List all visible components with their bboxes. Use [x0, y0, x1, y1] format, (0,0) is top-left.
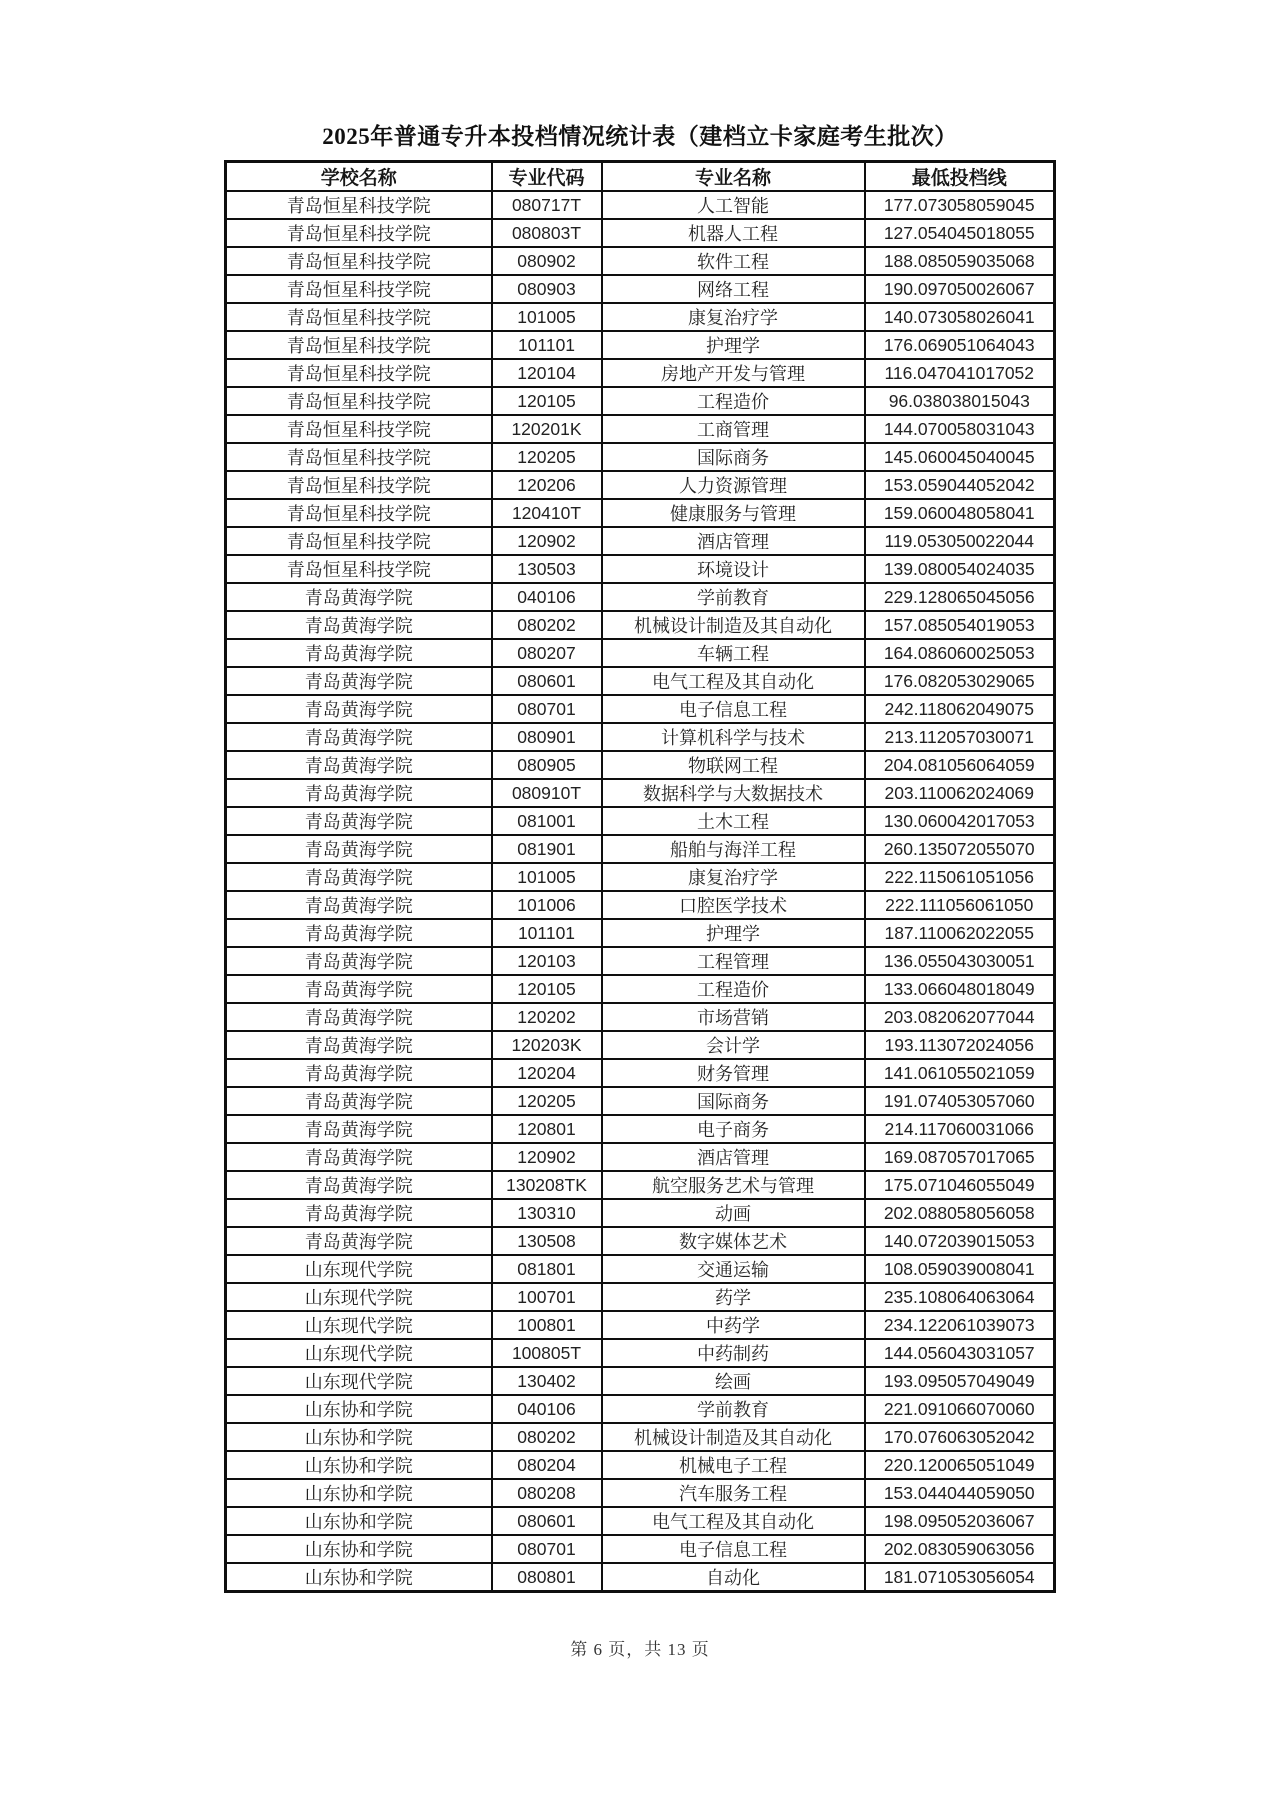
cell-school-name: 山东协和学院 [226, 1535, 492, 1563]
table-row [226, 1395, 1055, 1423]
cell-school-name: 青岛黄海学院 [226, 863, 492, 891]
cell-major-name: 电子信息工程 [602, 695, 865, 723]
cell-major-code: 080910T [492, 779, 602, 807]
cell-major-code: 101101 [492, 919, 602, 947]
cell-school-name: 山东协和学院 [226, 1479, 492, 1507]
cell-min-admission-line: 222.111056061050 [865, 891, 1055, 919]
cell-major-code: 130503 [492, 555, 602, 583]
cell-major-code: 080601 [492, 1507, 602, 1535]
cell-major-code: 081801 [492, 1255, 602, 1283]
cell-major-code: 040106 [492, 1395, 602, 1423]
cell-min-admission-line: 141.061055021059 [865, 1059, 1055, 1087]
table-row [226, 1311, 1055, 1339]
cell-major-name: 网络工程 [602, 275, 865, 303]
cell-major-name: 数据科学与大数据技术 [602, 779, 865, 807]
table-row [226, 331, 1055, 359]
cell-major-name: 健康服务与管理 [602, 499, 865, 527]
cell-min-admission-line: 145.060045040045 [865, 443, 1055, 471]
cell-major-name: 康复治疗学 [602, 303, 865, 331]
cell-min-admission-line: 234.122061039073 [865, 1311, 1055, 1339]
cell-major-code: 120902 [492, 1143, 602, 1171]
cell-major-name: 康复治疗学 [602, 863, 865, 891]
cell-school-name: 青岛恒星科技学院 [226, 275, 492, 303]
cell-major-name: 学前教育 [602, 1395, 865, 1423]
cell-major-name: 船舶与海洋工程 [602, 835, 865, 863]
cell-min-admission-line: 136.055043030051 [865, 947, 1055, 975]
cell-min-admission-line: 176.082053029065 [865, 667, 1055, 695]
cell-min-admission-line: 181.071053056054 [865, 1563, 1055, 1592]
cell-major-name: 市场营销 [602, 1003, 865, 1031]
cell-min-admission-line: 144.070058031043 [865, 415, 1055, 443]
cell-major-name: 护理学 [602, 919, 865, 947]
table-row [226, 303, 1055, 331]
cell-major-name: 人工智能 [602, 191, 865, 219]
cell-min-admission-line: 213.112057030071 [865, 723, 1055, 751]
cell-school-name: 青岛恒星科技学院 [226, 247, 492, 275]
cell-school-name: 青岛黄海学院 [226, 723, 492, 751]
cell-min-admission-line: 127.054045018055 [865, 219, 1055, 247]
table-row [226, 443, 1055, 471]
cell-major-name: 电气工程及其自动化 [602, 1507, 865, 1535]
cell-major-code: 081901 [492, 835, 602, 863]
cell-major-name: 物联网工程 [602, 751, 865, 779]
cell-min-admission-line: 108.059039008041 [865, 1255, 1055, 1283]
table-row [226, 1367, 1055, 1395]
cell-min-admission-line: 190.097050026067 [865, 275, 1055, 303]
cell-major-code: 101101 [492, 331, 602, 359]
cell-major-name: 口腔医学技术 [602, 891, 865, 919]
cell-min-admission-line: 235.108064063064 [865, 1283, 1055, 1311]
cell-school-name: 青岛黄海学院 [226, 611, 492, 639]
table-row [226, 807, 1055, 835]
table-row [226, 387, 1055, 415]
cell-major-name: 国际商务 [602, 443, 865, 471]
cell-major-name: 机械设计制造及其自动化 [602, 611, 865, 639]
cell-school-name: 青岛黄海学院 [226, 583, 492, 611]
cell-major-code: 120202 [492, 1003, 602, 1031]
table-row [226, 1003, 1055, 1031]
cell-major-name: 学前教育 [602, 583, 865, 611]
cell-major-code: 080701 [492, 1535, 602, 1563]
cell-major-code: 080903 [492, 275, 602, 303]
table-row [226, 1199, 1055, 1227]
cell-min-admission-line: 203.082062077044 [865, 1003, 1055, 1031]
cell-min-admission-line: 157.085054019053 [865, 611, 1055, 639]
cell-min-admission-line: 153.044044059050 [865, 1479, 1055, 1507]
cell-school-name: 青岛黄海学院 [226, 667, 492, 695]
cell-min-admission-line: 188.085059035068 [865, 247, 1055, 275]
table-row [226, 1283, 1055, 1311]
cell-school-name: 青岛黄海学院 [226, 1059, 492, 1087]
table-row [226, 1507, 1055, 1535]
cell-school-name: 青岛黄海学院 [226, 751, 492, 779]
header-row [226, 162, 1055, 192]
cell-school-name: 青岛黄海学院 [226, 1087, 492, 1115]
table-row [226, 499, 1055, 527]
cell-major-code: 130402 [492, 1367, 602, 1395]
table-row [226, 863, 1055, 891]
cell-school-name: 青岛恒星科技学院 [226, 387, 492, 415]
cell-school-name: 青岛黄海学院 [226, 807, 492, 835]
cell-school-name: 青岛黄海学院 [226, 639, 492, 667]
cell-school-name: 青岛恒星科技学院 [226, 499, 492, 527]
cell-min-admission-line: 130.060042017053 [865, 807, 1055, 835]
cell-major-code: 120105 [492, 975, 602, 1003]
cell-school-name: 山东协和学院 [226, 1563, 492, 1592]
cell-major-code: 120201K [492, 415, 602, 443]
cell-major-code: 101006 [492, 891, 602, 919]
cell-major-code: 120410T [492, 499, 602, 527]
cell-major-name: 机械设计制造及其自动化 [602, 1423, 865, 1451]
cell-major-name: 房地产开发与管理 [602, 359, 865, 387]
cell-school-name: 山东现代学院 [226, 1339, 492, 1367]
cell-major-code: 120206 [492, 471, 602, 499]
cell-min-admission-line: 260.135072055070 [865, 835, 1055, 863]
table-row [226, 191, 1055, 219]
cell-major-name: 机器人工程 [602, 219, 865, 247]
table-row [226, 527, 1055, 555]
cell-major-code: 080601 [492, 667, 602, 695]
cell-major-name: 工程造价 [602, 387, 865, 415]
cell-major-code: 130508 [492, 1227, 602, 1255]
cell-major-name: 电子信息工程 [602, 1535, 865, 1563]
cell-min-admission-line: 96.038038015043 [865, 387, 1055, 415]
table-row [226, 1339, 1055, 1367]
table-row [226, 1143, 1055, 1171]
cell-min-admission-line: 242.118062049075 [865, 695, 1055, 723]
cell-major-code: 120105 [492, 387, 602, 415]
cell-school-name: 青岛黄海学院 [226, 1227, 492, 1255]
table-row [226, 555, 1055, 583]
table-row [226, 723, 1055, 751]
cell-min-admission-line: 116.047041017052 [865, 359, 1055, 387]
cell-major-code: 100805T [492, 1339, 602, 1367]
cell-major-code: 101005 [492, 863, 602, 891]
cell-major-name: 交通运输 [602, 1255, 865, 1283]
cell-school-name: 山东现代学院 [226, 1283, 492, 1311]
cell-min-admission-line: 170.076063052042 [865, 1423, 1055, 1451]
cell-major-code: 101005 [492, 303, 602, 331]
cell-school-name: 青岛黄海学院 [226, 1143, 492, 1171]
cell-school-name: 青岛黄海学院 [226, 919, 492, 947]
table-row [226, 583, 1055, 611]
column-header-school-name: 学校名称 [226, 162, 492, 192]
cell-min-admission-line: 169.087057017065 [865, 1143, 1055, 1171]
cell-major-name: 中药学 [602, 1311, 865, 1339]
cell-min-admission-line: 176.069051064043 [865, 331, 1055, 359]
cell-min-admission-line: 193.095057049049 [865, 1367, 1055, 1395]
cell-major-name: 自动化 [602, 1563, 865, 1592]
cell-school-name: 青岛恒星科技学院 [226, 443, 492, 471]
table-row [226, 219, 1055, 247]
column-header-major-name: 专业名称 [602, 162, 865, 192]
cell-min-admission-line: 177.073058059045 [865, 191, 1055, 219]
cell-major-name: 车辆工程 [602, 639, 865, 667]
table-row [226, 639, 1055, 667]
cell-major-code: 120204 [492, 1059, 602, 1087]
cell-major-code: 080208 [492, 1479, 602, 1507]
cell-min-admission-line: 202.088058056058 [865, 1199, 1055, 1227]
cell-school-name: 山东协和学院 [226, 1451, 492, 1479]
cell-major-code: 100701 [492, 1283, 602, 1311]
table-row [226, 611, 1055, 639]
admission-stats-table [224, 160, 1056, 1593]
cell-school-name: 青岛黄海学院 [226, 835, 492, 863]
cell-major-name: 药学 [602, 1283, 865, 1311]
cell-major-code: 080803T [492, 219, 602, 247]
cell-major-name: 酒店管理 [602, 1143, 865, 1171]
cell-min-admission-line: 139.080054024035 [865, 555, 1055, 583]
table-row [226, 891, 1055, 919]
cell-major-code: 080207 [492, 639, 602, 667]
cell-min-admission-line: 133.066048018049 [865, 975, 1055, 1003]
cell-school-name: 山东协和学院 [226, 1423, 492, 1451]
cell-min-admission-line: 221.091066070060 [865, 1395, 1055, 1423]
cell-major-name: 动画 [602, 1199, 865, 1227]
cell-major-name: 航空服务艺术与管理 [602, 1171, 865, 1199]
cell-major-code: 120103 [492, 947, 602, 975]
cell-min-admission-line: 119.053050022044 [865, 527, 1055, 555]
cell-school-name: 青岛黄海学院 [226, 695, 492, 723]
cell-major-name: 环境设计 [602, 555, 865, 583]
cell-major-name: 土木工程 [602, 807, 865, 835]
cell-major-code: 080801 [492, 1563, 602, 1592]
table-row [226, 1087, 1055, 1115]
cell-school-name: 青岛恒星科技学院 [226, 527, 492, 555]
cell-major-name: 人力资源管理 [602, 471, 865, 499]
cell-major-code: 100801 [492, 1311, 602, 1339]
cell-school-name: 青岛黄海学院 [226, 1199, 492, 1227]
cell-major-name: 汽车服务工程 [602, 1479, 865, 1507]
cell-school-name: 山东现代学院 [226, 1367, 492, 1395]
cell-school-name: 青岛黄海学院 [226, 891, 492, 919]
cell-min-admission-line: 159.060048058041 [865, 499, 1055, 527]
table-row [226, 835, 1055, 863]
table-row [226, 1423, 1055, 1451]
cell-school-name: 山东协和学院 [226, 1395, 492, 1423]
cell-major-code: 120205 [492, 443, 602, 471]
cell-major-name: 财务管理 [602, 1059, 865, 1087]
cell-min-admission-line: 140.072039015053 [865, 1227, 1055, 1255]
page-title: 2025年普通专升本投档情况统计表（建档立卡家庭考生批次） [322, 124, 958, 149]
cell-school-name: 青岛黄海学院 [226, 975, 492, 1003]
cell-major-name: 电气工程及其自动化 [602, 667, 865, 695]
cell-major-code: 130310 [492, 1199, 602, 1227]
cell-major-name: 酒店管理 [602, 527, 865, 555]
cell-school-name: 青岛黄海学院 [226, 1003, 492, 1031]
cell-min-admission-line: 144.056043031057 [865, 1339, 1055, 1367]
cell-min-admission-line: 222.115061051056 [865, 863, 1055, 891]
page-footer: 第 6 页，共 13 页 [570, 1640, 710, 1659]
table-row [226, 1171, 1055, 1199]
cell-school-name: 青岛黄海学院 [226, 1115, 492, 1143]
table-row [226, 471, 1055, 499]
cell-major-code: 120801 [492, 1115, 602, 1143]
cell-major-name: 机械电子工程 [602, 1451, 865, 1479]
column-header-min-admission-line: 最低投档线 [865, 162, 1055, 192]
table-row [226, 1227, 1055, 1255]
table-row [226, 751, 1055, 779]
cell-major-name: 中药制药 [602, 1339, 865, 1367]
cell-min-admission-line: 204.081056064059 [865, 751, 1055, 779]
cell-school-name: 青岛黄海学院 [226, 1031, 492, 1059]
cell-major-code: 080202 [492, 611, 602, 639]
cell-min-admission-line: 220.120065051049 [865, 1451, 1055, 1479]
cell-major-name: 绘画 [602, 1367, 865, 1395]
cell-min-admission-line: 202.083059063056 [865, 1535, 1055, 1563]
cell-major-code: 130208TK [492, 1171, 602, 1199]
cell-major-code: 120104 [492, 359, 602, 387]
cell-min-admission-line: 214.117060031066 [865, 1115, 1055, 1143]
cell-school-name: 青岛恒星科技学院 [226, 359, 492, 387]
cell-major-name: 电子商务 [602, 1115, 865, 1143]
cell-major-code: 040106 [492, 583, 602, 611]
cell-min-admission-line: 229.128065045056 [865, 583, 1055, 611]
cell-major-code: 120902 [492, 527, 602, 555]
cell-min-admission-line: 198.095052036067 [865, 1507, 1055, 1535]
table-header [226, 162, 1055, 192]
cell-min-admission-line: 153.059044052042 [865, 471, 1055, 499]
table-row [226, 1479, 1055, 1507]
cell-school-name: 青岛恒星科技学院 [226, 303, 492, 331]
cell-major-code: 080701 [492, 695, 602, 723]
cell-major-name: 数字媒体艺术 [602, 1227, 865, 1255]
table-row [226, 779, 1055, 807]
table-row [226, 919, 1055, 947]
cell-major-code: 080202 [492, 1423, 602, 1451]
cell-major-name: 会计学 [602, 1031, 865, 1059]
cell-school-name: 山东协和学院 [226, 1507, 492, 1535]
table-row [226, 947, 1055, 975]
table-row [226, 275, 1055, 303]
cell-min-admission-line: 191.074053057060 [865, 1087, 1055, 1115]
table-row [226, 359, 1055, 387]
cell-major-name: 软件工程 [602, 247, 865, 275]
cell-school-name: 青岛恒星科技学院 [226, 555, 492, 583]
cell-min-admission-line: 187.110062022055 [865, 919, 1055, 947]
cell-major-name: 国际商务 [602, 1087, 865, 1115]
cell-school-name: 青岛黄海学院 [226, 1171, 492, 1199]
cell-major-code: 081001 [492, 807, 602, 835]
table-row [226, 1031, 1055, 1059]
cell-school-name: 青岛恒星科技学院 [226, 471, 492, 499]
column-header-major-code: 专业代码 [492, 162, 602, 192]
cell-major-code: 080905 [492, 751, 602, 779]
cell-major-code: 120205 [492, 1087, 602, 1115]
table-row [226, 667, 1055, 695]
table-row [226, 1563, 1055, 1592]
cell-school-name: 山东现代学院 [226, 1311, 492, 1339]
table-body [226, 191, 1055, 1592]
cell-school-name: 青岛黄海学院 [226, 779, 492, 807]
table-row [226, 1535, 1055, 1563]
cell-major-name: 工程管理 [602, 947, 865, 975]
cell-major-name: 工商管理 [602, 415, 865, 443]
table-row [226, 247, 1055, 275]
cell-min-admission-line: 140.073058026041 [865, 303, 1055, 331]
table-row [226, 1059, 1055, 1087]
cell-min-admission-line: 203.110062024069 [865, 779, 1055, 807]
cell-major-code: 080204 [492, 1451, 602, 1479]
table-row [226, 695, 1055, 723]
cell-major-name: 计算机科学与技术 [602, 723, 865, 751]
cell-min-admission-line: 164.086060025053 [865, 639, 1055, 667]
table-row [226, 1255, 1055, 1283]
cell-major-code: 080902 [492, 247, 602, 275]
cell-major-code: 080901 [492, 723, 602, 751]
cell-school-name: 青岛黄海学院 [226, 947, 492, 975]
cell-school-name: 青岛恒星科技学院 [226, 331, 492, 359]
table-row [226, 1115, 1055, 1143]
cell-min-admission-line: 193.113072024056 [865, 1031, 1055, 1059]
cell-school-name: 山东现代学院 [226, 1255, 492, 1283]
cell-major-code: 120203K [492, 1031, 602, 1059]
table-row [226, 975, 1055, 1003]
table-row [226, 1451, 1055, 1479]
cell-school-name: 青岛恒星科技学院 [226, 191, 492, 219]
table-row [226, 415, 1055, 443]
cell-major-code: 080717T [492, 191, 602, 219]
cell-major-name: 工程造价 [602, 975, 865, 1003]
cell-school-name: 青岛恒星科技学院 [226, 415, 492, 443]
cell-min-admission-line: 175.071046055049 [865, 1171, 1055, 1199]
cell-school-name: 青岛恒星科技学院 [226, 219, 492, 247]
cell-major-name: 护理学 [602, 331, 865, 359]
